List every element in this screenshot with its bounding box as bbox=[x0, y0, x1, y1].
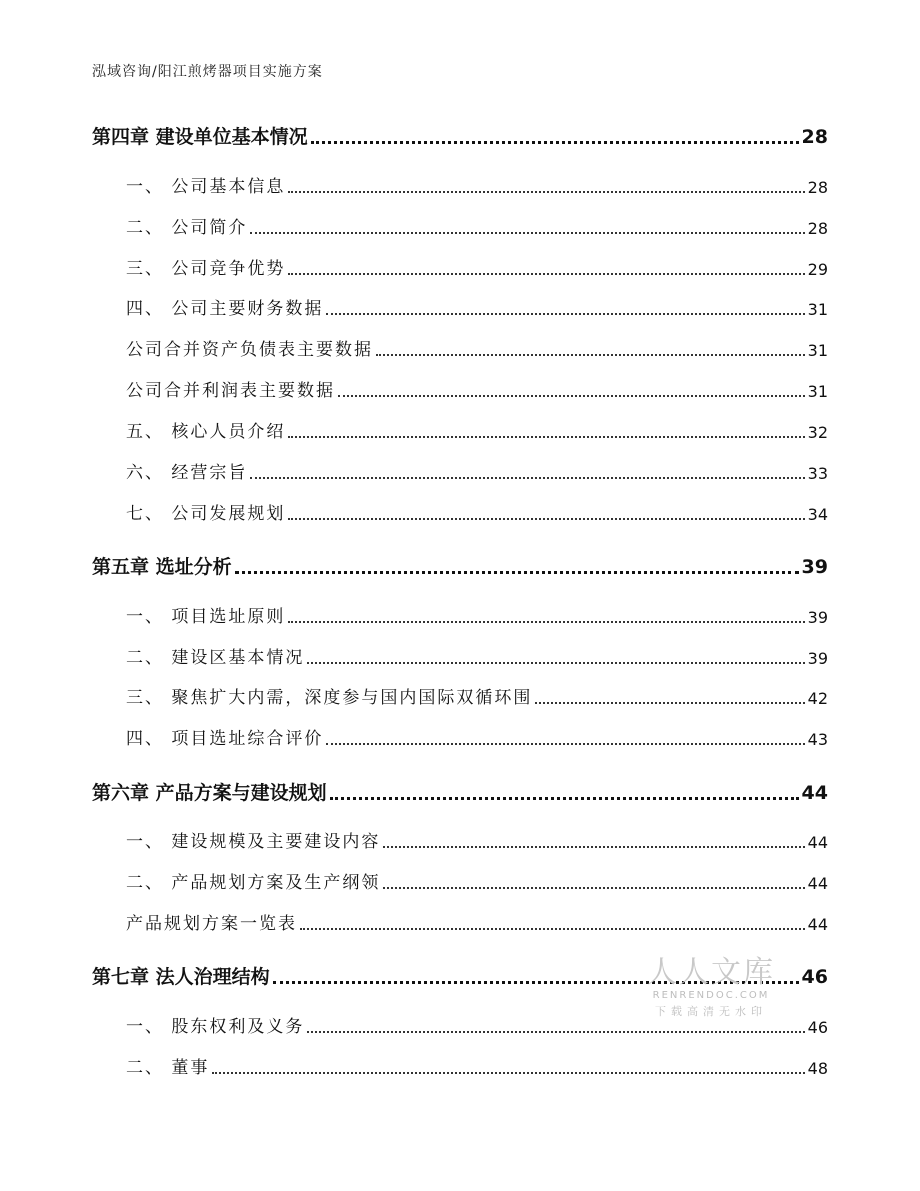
toc-dot-leader bbox=[326, 743, 804, 745]
toc-page-number: 44 bbox=[807, 915, 828, 934]
toc-section-row[interactable] bbox=[92, 834, 828, 851]
toc-section-row[interactable] bbox=[92, 731, 828, 748]
toc-chapter-row[interactable] bbox=[92, 128, 828, 147]
toc-page-number: 33 bbox=[807, 464, 828, 483]
toc-dot-leader bbox=[250, 477, 804, 479]
toc-page-number: 46 bbox=[801, 966, 828, 988]
toc-entry-title: 第四章 建设单位基本情况 bbox=[92, 126, 308, 148]
toc-dot-leader bbox=[376, 354, 805, 356]
toc-section-row[interactable] bbox=[92, 650, 828, 667]
toc-dot-leader bbox=[307, 662, 804, 664]
toc-section-row[interactable] bbox=[92, 301, 828, 318]
toc-dot-leader bbox=[311, 141, 799, 144]
toc-entry-title: 二、 公司简介 bbox=[126, 218, 248, 238]
watermark-logo-text: 人人文库 bbox=[647, 955, 775, 990]
toc-dot-leader bbox=[288, 518, 804, 520]
toc-dot-leader bbox=[212, 1072, 804, 1074]
toc-entry-title: 二、 产品规划方案及生产纲领 bbox=[126, 873, 381, 893]
page-header: 泓域咨询/阳江煎烤器项目实施方案 bbox=[92, 64, 323, 80]
watermark-subtitle: 下载高清无水印 bbox=[655, 1005, 767, 1018]
toc-entry-title: 二、 建设区基本情况 bbox=[126, 648, 305, 668]
toc-dot-leader bbox=[535, 702, 804, 704]
toc-dot-leader bbox=[250, 232, 804, 234]
toc-entry-title: 一、 项目选址原则 bbox=[126, 607, 286, 627]
toc-entry-title: 六、 经营宗旨 bbox=[126, 463, 248, 483]
toc-entry-title: 公司合并利润表主要数据 bbox=[126, 381, 335, 401]
toc-section-row[interactable] bbox=[92, 690, 828, 707]
toc-entry-title: 产品规划方案一览表 bbox=[126, 914, 297, 934]
toc-page-number: 28 bbox=[801, 126, 828, 148]
toc-section-row[interactable] bbox=[92, 220, 828, 237]
toc-page-number: 39 bbox=[807, 608, 828, 627]
toc-dot-leader bbox=[288, 621, 804, 623]
toc-chapter-row[interactable] bbox=[92, 558, 828, 577]
toc-section-row[interactable] bbox=[92, 609, 828, 626]
toc-section-row[interactable] bbox=[92, 1060, 828, 1077]
watermark-site: RENRENDOC.COM bbox=[652, 990, 770, 1001]
toc-entry-title: 三、 公司竞争优势 bbox=[126, 259, 286, 279]
toc-dot-leader bbox=[288, 191, 804, 193]
toc-section-row[interactable] bbox=[92, 1019, 828, 1036]
toc-entry-title: 一、 股东权利及义务 bbox=[126, 1017, 305, 1037]
toc-dot-leader bbox=[288, 273, 804, 275]
toc-entry-title: 二、 董事 bbox=[126, 1058, 210, 1078]
toc-page-number: 31 bbox=[807, 300, 828, 319]
toc-section-row[interactable] bbox=[92, 261, 828, 278]
toc-entry-title: 第六章 产品方案与建设规划 bbox=[92, 782, 327, 804]
toc-entry-title: 七、 公司发展规划 bbox=[126, 504, 286, 524]
toc-page-number: 42 bbox=[807, 689, 828, 708]
toc-entry-title: 一、 建设规模及主要建设内容 bbox=[126, 832, 381, 852]
toc-dot-leader bbox=[235, 571, 799, 574]
toc-dot-leader bbox=[307, 1031, 804, 1033]
toc-entry-title: 第五章 选址分析 bbox=[92, 556, 232, 578]
toc-dot-leader bbox=[383, 846, 804, 848]
toc-section-row[interactable] bbox=[92, 465, 828, 482]
toc-page-number: 39 bbox=[801, 556, 828, 578]
toc-section-row[interactable] bbox=[126, 383, 828, 400]
toc-entry-title: 公司合并资产负债表主要数据 bbox=[126, 340, 373, 360]
toc-section-row[interactable] bbox=[92, 179, 828, 196]
toc-dot-leader bbox=[383, 887, 804, 889]
toc-entry-title: 五、 核心人员介绍 bbox=[126, 422, 286, 442]
toc-section-row[interactable] bbox=[92, 875, 828, 892]
toc-page-number: 28 bbox=[807, 219, 828, 238]
toc-dot-leader bbox=[300, 928, 805, 930]
toc-section-row[interactable] bbox=[126, 342, 828, 359]
toc-section-row[interactable] bbox=[126, 916, 828, 933]
toc-entry-title: 一、 公司基本信息 bbox=[126, 177, 286, 197]
toc-page-number: 32 bbox=[807, 423, 828, 442]
toc-entry-title: 四、 项目选址综合评价 bbox=[126, 729, 324, 749]
toc-entry-title: 第七章 法人治理结构 bbox=[92, 966, 270, 988]
toc-dot-leader bbox=[326, 313, 804, 315]
toc-page-number: 29 bbox=[807, 260, 828, 279]
toc-section-row[interactable] bbox=[92, 506, 828, 523]
toc-page-number: 44 bbox=[801, 782, 828, 804]
toc-page-number: 39 bbox=[807, 649, 828, 668]
toc-page-number: 44 bbox=[807, 833, 828, 852]
toc-page-number: 46 bbox=[807, 1018, 828, 1037]
toc-page-number: 48 bbox=[807, 1059, 828, 1078]
toc-dot-leader bbox=[288, 436, 804, 438]
toc-page-number: 28 bbox=[807, 178, 828, 197]
toc-dot-leader bbox=[338, 395, 805, 397]
toc-section-row[interactable] bbox=[92, 424, 828, 441]
toc-page-number: 31 bbox=[807, 341, 828, 360]
toc-page-number: 31 bbox=[807, 382, 828, 401]
toc-page-number: 43 bbox=[807, 730, 828, 749]
toc-entry-title: 四、 公司主要财务数据 bbox=[126, 299, 324, 319]
toc-entry-title: 三、 聚焦扩大内需，深度参与国内国际双循环围 bbox=[126, 688, 533, 708]
watermark bbox=[646, 955, 776, 1019]
toc-chapter-row[interactable] bbox=[92, 784, 828, 803]
toc-page-number: 44 bbox=[807, 874, 828, 893]
toc-dot-leader bbox=[330, 797, 799, 800]
toc-page-number: 34 bbox=[807, 505, 828, 524]
